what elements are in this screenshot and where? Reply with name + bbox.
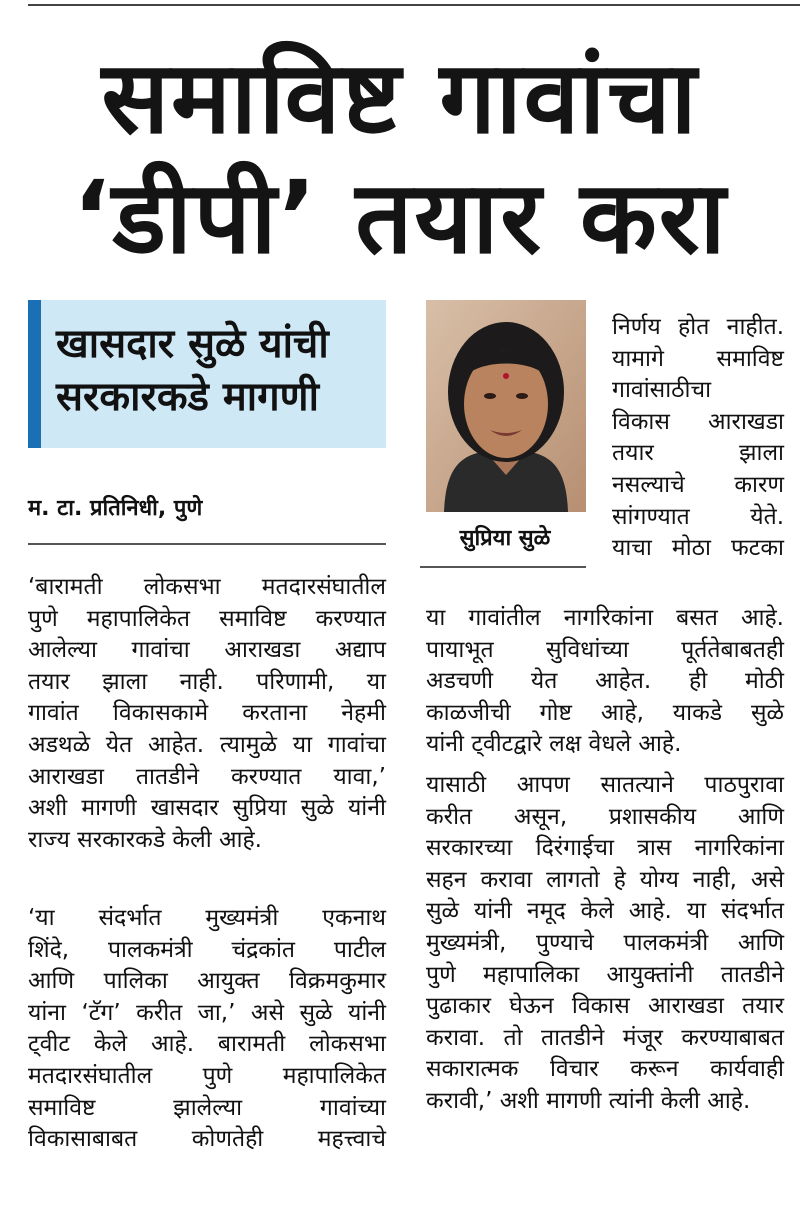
article-line: गावांसाठीचा <box>612 377 712 404</box>
subheadline-line-2: सरकारकडे मागणी <box>56 374 319 420</box>
article-line: आणि पालिका आयुक्त विक्रमकुमार <box>28 968 386 995</box>
article-line: करावा. तो तातडीने मंजूर करण्याबाबत <box>426 1024 784 1051</box>
portrait-image <box>426 300 586 512</box>
article-line: शिंदे, पालकमंत्री चंद्रकांत पाटील <box>28 936 386 963</box>
article-line: यामागे समाविष्ट <box>612 345 784 372</box>
article-line: ‘बारामती लोकसभा मतदारसंघातील <box>28 574 386 600</box>
subheadline-box <box>28 300 386 448</box>
article-line: मुख्यमंत्री, पुण्याचे पालकमंत्री आणि <box>426 929 784 956</box>
article-line: करावी,’ अशी मागणी त्यांनी केली आहे. <box>426 1087 751 1114</box>
article-line: नसल्याचे कारण <box>612 471 784 498</box>
article-line: सांगण्यात येते. <box>612 503 784 530</box>
article-line: राज्य सरकारकडे केली आहे. <box>28 826 262 853</box>
subheadline-accent-bar <box>28 300 41 448</box>
article-line: याचा मोठा फटका <box>612 535 784 562</box>
article-line: समाविष्ट झालेल्या गावांच्या <box>28 1094 386 1121</box>
article-line: या गावांतील नागरिकांना बसत आहे. <box>426 605 784 631</box>
article-paragraph-1 <box>28 572 386 856</box>
article-line: काळजीची गोष्ट आहे, याकडे सुळे <box>426 699 784 726</box>
photo-caption: सुप्रिया सुळे <box>459 526 551 551</box>
article-line: पुढाकार घेऊन विकास आराखडा तयार <box>426 993 784 1020</box>
article-line: विकासाबाबत कोणतेही महत्त्वाचे <box>28 1126 386 1153</box>
article-line: करीत असून, प्रशासकीय आणि <box>426 803 784 830</box>
top-rule <box>28 4 800 6</box>
article-line: अडथळे येत आहेत. त्यामुळे या गावांचा <box>28 731 386 758</box>
article-paragraph-2-continued-narrow <box>612 312 784 565</box>
article-line: सकारात्मक विचार करून कार्यवाही <box>426 1056 784 1083</box>
article-line: आराखडा तातडीने करण्यात यावा,’ <box>28 763 386 790</box>
article-line: यासाठी आपण सातत्याने पाठपुरावा <box>426 772 784 798</box>
byline: म. टा. प्रतिनिधी, पुणे <box>28 496 203 521</box>
article-line: पुणे महापालिका आयुक्तांनी तातडीने <box>426 961 784 988</box>
article-line: निर्णय होत नाहीत. <box>612 314 784 340</box>
article-line: यांना ‘टॅग’ करीत जा,’ असे सुळे यांनी <box>28 999 386 1026</box>
article-line: आलेल्या गावांचा आराखडा अद्याप <box>28 637 386 664</box>
article-paragraph-2 <box>28 903 386 1156</box>
article-line: सुळे यांनी नमूद केले आहे. या संदर्भात <box>426 898 784 925</box>
article-line: तयार झाला <box>612 440 784 467</box>
headline-line-2: ‘डीपी’ तयार करा <box>72 159 728 276</box>
article-line: मतदारसंघातील पुणे महापालिकेत <box>28 1062 386 1089</box>
article-line: पायाभूत सुविधांच्या पूर्ततेबाबतही <box>426 636 784 663</box>
article-line: ट्वीट केले आहे. बारामती लोकसभा <box>28 1031 386 1058</box>
article-line: पुणे महापालिकेत समाविष्ट करण्यात <box>28 605 386 632</box>
caption-rule <box>420 566 586 568</box>
article-line: ‘या संदर्भात मुख्यमंत्री एकनाथ <box>28 905 386 931</box>
byline-rule <box>28 543 386 545</box>
subheadline-line-1: खासदार सुळे यांची <box>56 321 329 367</box>
portrait-photo <box>426 300 586 512</box>
article-line: यांनी ट्वीटद्वारे लक्ष वेधले आहे. <box>426 731 682 758</box>
headline-line-1: समाविष्ट गावांचा <box>101 39 699 156</box>
article-line: विकास आराखडा <box>612 408 784 435</box>
article-line: सहन करावा लागतो हे योग्य नाही, असे <box>426 866 784 893</box>
article-line: अशी मागणी खासदार सुप्रिया सुळे यांनी <box>28 795 386 822</box>
article-paragraph-2-continued-wide <box>426 603 784 761</box>
subheadline <box>56 318 376 424</box>
article-line: अडचणी येत आहेत. ही मोठी <box>426 668 784 695</box>
article-line: सरकारच्या दिरंगाईचा त्रास नागरिकांना <box>426 835 784 862</box>
article-paragraph-3 <box>426 770 784 1118</box>
article-line: तयार झाला नाही. परिणामी, या <box>28 668 386 695</box>
article-line: गावांत विकासकामे करताना नेहमी <box>28 700 386 727</box>
